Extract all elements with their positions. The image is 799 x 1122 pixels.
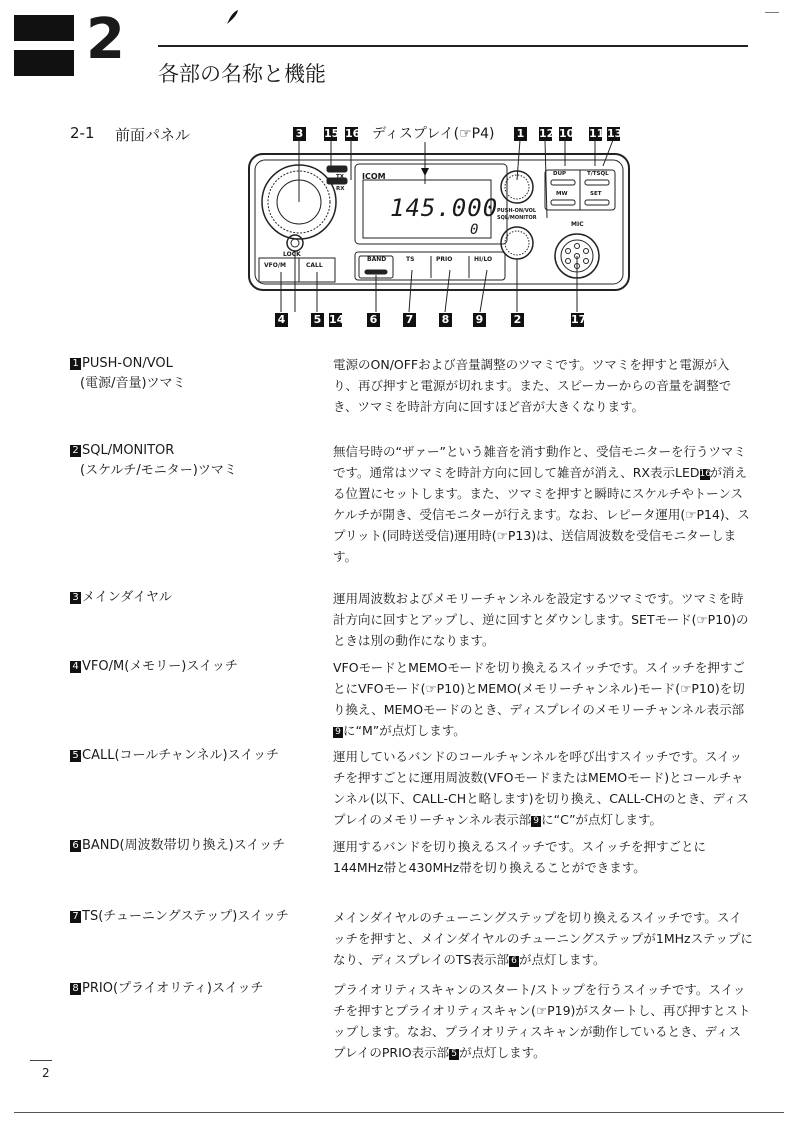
chapter-marker-bar xyxy=(14,50,74,76)
chapter-rule xyxy=(158,45,748,47)
set-button[interactable]: SET xyxy=(590,191,602,197)
lock-label: LOCK xyxy=(283,251,301,258)
item-name-3: 3 メインダイヤル xyxy=(70,588,172,608)
display-reference: ディスプレイ(☞P4) xyxy=(372,126,495,142)
item-number: 3 xyxy=(70,592,81,604)
callout-9: 9 xyxy=(473,313,486,327)
item-name-5: 5 CALL(コールチャンネル)スイッチ xyxy=(70,746,279,766)
hi-lo-button[interactable]: HI/LO xyxy=(474,256,493,263)
item-number: 1 xyxy=(70,358,81,370)
chapter-title: 各部の名称と機能 xyxy=(158,62,326,86)
ink-mark xyxy=(224,8,240,26)
section-number: 2-1 xyxy=(70,124,95,142)
item-number: 8 xyxy=(70,983,81,995)
frequency-readout: 145.000 xyxy=(390,194,499,222)
callout-5: 5 xyxy=(311,313,324,327)
ref-marker: 9 xyxy=(531,816,541,827)
mw-button[interactable]: MW xyxy=(556,191,568,197)
callout-2: 2 xyxy=(511,313,524,327)
corner-mark xyxy=(765,12,779,13)
callout-12: 12 xyxy=(539,127,555,140)
rx-label: RX xyxy=(336,186,345,192)
item-desc-7: メインダイヤルのチューニングステップを切り換えるスイッチです。スイッチを押すと、メインダイヤルのチューニングステップが1MHzステップになり、ディスプレイのTS表示部 6 が点灯します。 xyxy=(333,910,753,967)
bottom-rule xyxy=(14,1112,784,1113)
prio-button[interactable]: PRIO xyxy=(436,256,453,263)
callout-6: 6 xyxy=(367,313,380,327)
callout-14: 14 xyxy=(329,313,345,326)
ref-marker: 9 xyxy=(333,727,343,738)
callout-11: 11 xyxy=(589,127,605,140)
callout-13: 13 xyxy=(607,127,623,140)
item-name-1: 1 PUSH-ON/VOL (電源/音量)ツマミ xyxy=(70,354,186,394)
footer-rule xyxy=(30,1060,52,1061)
item-desc-5: 運用しているバンドのコールチャンネルを呼び出すスイッチです。スイッチを押すごとに運用周波数(VFOモードまたはMEMOモード)とコールチャンネル(以下、CALL-CHと略します)を切り換え、CALL-CHのとき、ディスプレイのメモリーチャンネル表示部 9 に“C”が点灯します。 xyxy=(333,749,749,827)
callout-1: 1 xyxy=(514,127,527,141)
chapter-marker-bar xyxy=(14,15,74,41)
dup-button[interactable]: DUP xyxy=(553,171,567,177)
callout-17: 17 xyxy=(571,313,587,326)
item-number: 5 xyxy=(70,750,81,762)
ref-marker: 6 xyxy=(509,956,519,967)
section-title: 前面パネル xyxy=(115,126,191,144)
item-desc-3: 運用周波数およびメモリーチャンネルを設定するツマミです。ツマミを時計方向に回すとアップし、逆に回すとダウンします。SETモード(☞P10)のときは別の動作になります。 xyxy=(333,591,749,648)
callout-7: 7 xyxy=(403,313,416,327)
item-desc-4: VFOモードとMEMOモードを切り換えるスイッチです。スイッチを押すごとにVFOモード(☞P10)とMEMO(メモリーチャンネル)モード(☞P10)を切り換え、MEMOモードのとき、ディスプレイのメモリーチャンネル表示部9 に“M”が点灯します。 xyxy=(333,660,745,738)
vfo-m-button[interactable]: VFO/M xyxy=(264,262,287,269)
ref-marker: 5 xyxy=(449,1049,459,1060)
callout-16: 16 xyxy=(345,127,361,140)
item-number: 6 xyxy=(70,840,81,852)
item-number: 2 xyxy=(70,445,81,457)
callout-10: 10 xyxy=(559,127,575,140)
item-number: 4 xyxy=(70,661,81,673)
item-name-7: 7 TS(チューニングステップ)スイッチ xyxy=(70,907,289,927)
knob2-label: SQL/MONITOR xyxy=(497,215,537,221)
callout-15: 15 xyxy=(324,127,340,140)
item-name-2: 2 SQL/MONITOR (スケルチ/モニター)ツマミ xyxy=(70,441,237,481)
callout-3: 3 xyxy=(293,127,306,141)
channel-readout: 0 xyxy=(470,222,479,238)
brand-logo: ICOM xyxy=(362,172,386,181)
callout-4: 4 xyxy=(275,313,288,327)
mic-label: MIC xyxy=(571,221,584,228)
item-desc-2: 無信号時の“ザァー”という雑音を消す動作と、受信モニターを行うツマミです。通常はツマミを時計方向に回して雑音が消え、RX表示LED16が消える位置にセットします。また、ツマミを押すと瞬時にスケルチやトーンスケルチが開き、受信モニターが行えます。なお、レピータ運用(☞P14)、スプリット(同時送受信)運用時(☞P13)は、送信周波数を受信モニターします。 xyxy=(333,444,750,564)
callout-8: 8 xyxy=(439,313,452,327)
item-name-8: 8 PRIO(プライオリティ)スイッチ xyxy=(70,979,263,999)
call-button[interactable]: CALL xyxy=(306,262,323,269)
tone-sql-button[interactable]: T/TSQL xyxy=(587,171,609,177)
item-desc-1: 電源のON/OFFおよび音量調整のツマミです。ツマミを押すと電源が入り、再び押すと電源が切れます。また、スピーカーからの音量を調整でき、ツマミを時計方向に回すほど音が大きくなります。 xyxy=(333,357,732,414)
band-button[interactable]: BAND xyxy=(367,256,387,263)
knob1-label: PUSH-ON/VOL xyxy=(497,208,537,214)
item-name-4: 4 VFO/M(メモリー)スイッチ xyxy=(70,657,238,677)
item-number: 7 xyxy=(70,911,81,923)
item-name-6: 6 BAND(周波数帯切り換え)スイッチ xyxy=(70,836,285,856)
ts-button[interactable]: TS xyxy=(406,256,415,263)
chapter-number: 2 xyxy=(86,7,125,72)
tx-label: TX xyxy=(336,174,344,180)
item-desc-6: 運用するバンドを切り換えるスイッチです。スイッチを押すごとに144MHz帯と430MHz帯を切り換えることができます。 xyxy=(333,839,707,875)
ref-marker: 16 xyxy=(699,469,711,479)
item-desc-8: プライオリティスキャンのスタート/ストップを行うスイッチです。スイッチを押すとプライオリティスキャン(☞P19)がスタートし、再び押すとストップします。なお、プライオリティスキャンが動作しているとき、ディスプレイのPRIO表示部 5 が点灯します。 xyxy=(333,982,751,1060)
page-number: 2 xyxy=(42,1066,50,1080)
